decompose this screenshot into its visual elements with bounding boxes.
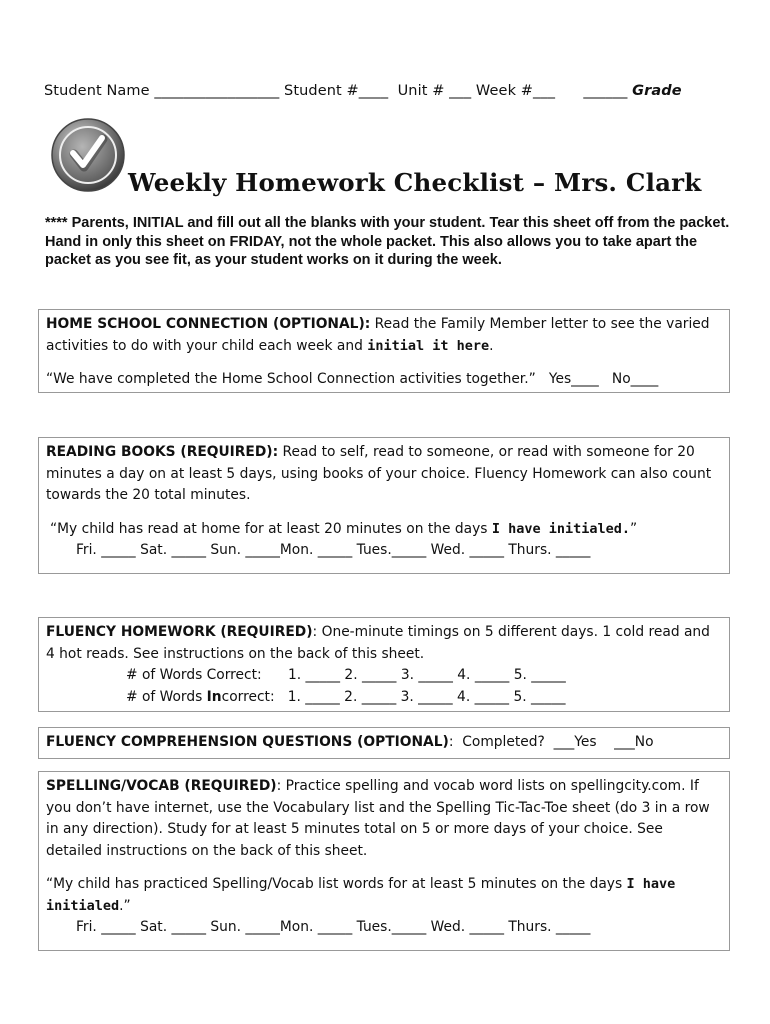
home-school-heading: HOME SCHOOL CONNECTION (OPTIONAL): [46,316,371,332]
spelling-heading: SPELLING/VOCAB (REQUIRED) [46,778,277,794]
fluency-text: FLUENCY HOMEWORK (REQUIRED): One-minute timings on 5 different days. 1 cold read and 4 hot reads. See instructions on the back of this sheet. [46,624,710,662]
reading-section [38,437,730,574]
student-info-line[interactable]: Student Name _________________ Student #____ Unit # ___ Week #___ ______ [44,83,633,99]
comprehension-row[interactable]: FLUENCY COMPREHENSION QUESTIONS (OPTIONAL): Completed? ___Yes ___No [46,734,654,750]
reading-heading: READING BOOKS (REQUIRED): [46,444,279,460]
fluency-heading: FLUENCY HOMEWORK (REQUIRED) [46,624,313,640]
reading-text: READING BOOKS (REQUIRED): Read to self, read to someone, or read with someone for 20 minutes a day on at least 5 days, using books of your choice. Fluency Homework can also count towards the 20 total minutes. [46,444,712,503]
parent-instructions: **** Parents, INITIAL and fill out all the blanks with your student. Tear this sheet off from the packet. Hand in only this sheet on FRIDAY, not the whole packet. This also allows you to take apart the packet as you see fit, as your student works on it during the week. [45,215,730,268]
spelling-quote: “My child has practiced Spelling/Vocab list words for at least 5 minutes on the days I have initialed.” [46,876,676,914]
student-info-header [44,83,682,99]
page-title: Weekly Homework Checklist – Mrs. Clark [128,168,702,197]
home-school-section [38,309,730,393]
spelling-section [38,771,730,951]
grade-label: Grade [632,83,682,99]
fluency-section [38,617,730,712]
words-incorrect-row[interactable]: # of Words Incorrect: 1. _____ 2. _____ 3. _____ 4. _____ 5. _____ [126,688,566,705]
spelling-days-initials[interactable]: Fri. _____ Sat. _____ Sun. _____Mon. _____ Tues._____ Wed. _____ Thurs. _____ [76,919,591,935]
home-school-confirmation[interactable]: “We have completed the Home School Connection activities together.” Yes____ No____ [46,371,659,387]
reading-days-initials[interactable]: Fri. _____ Sat. _____ Sun. _____Mon. _____ Tues._____ Wed. _____ Thurs. _____ [76,542,591,558]
checkmark-icon [50,117,126,193]
reading-quote: “My child has read at home for at least 20 minutes on the days I have initialed.” [50,520,638,537]
comprehension-heading: FLUENCY COMPREHENSION QUESTIONS (OPTIONAL) [46,734,449,750]
words-correct-row[interactable]: # of Words Correct: 1. _____ 2. _____ 3. _____ 4. _____ 5. _____ [126,667,566,683]
comprehension-section [38,727,730,759]
spelling-text: SPELLING/VOCAB (REQUIRED): Practice spelling and vocab word lists on spellingcity.com. If you don’t have internet, use the Vocabulary list and the Spelling Tic-Tac-Toe sheet (do 3 in a row in any direction). Study for at least 5 minutes total on 5 or more days of your choice. See detailed instructions on the back of this sheet. [46,778,710,859]
home-school-text: HOME SCHOOL CONNECTION (OPTIONAL): Read the Family Member letter to see the varied activities to do with your child each week and initial it here. [46,316,710,354]
